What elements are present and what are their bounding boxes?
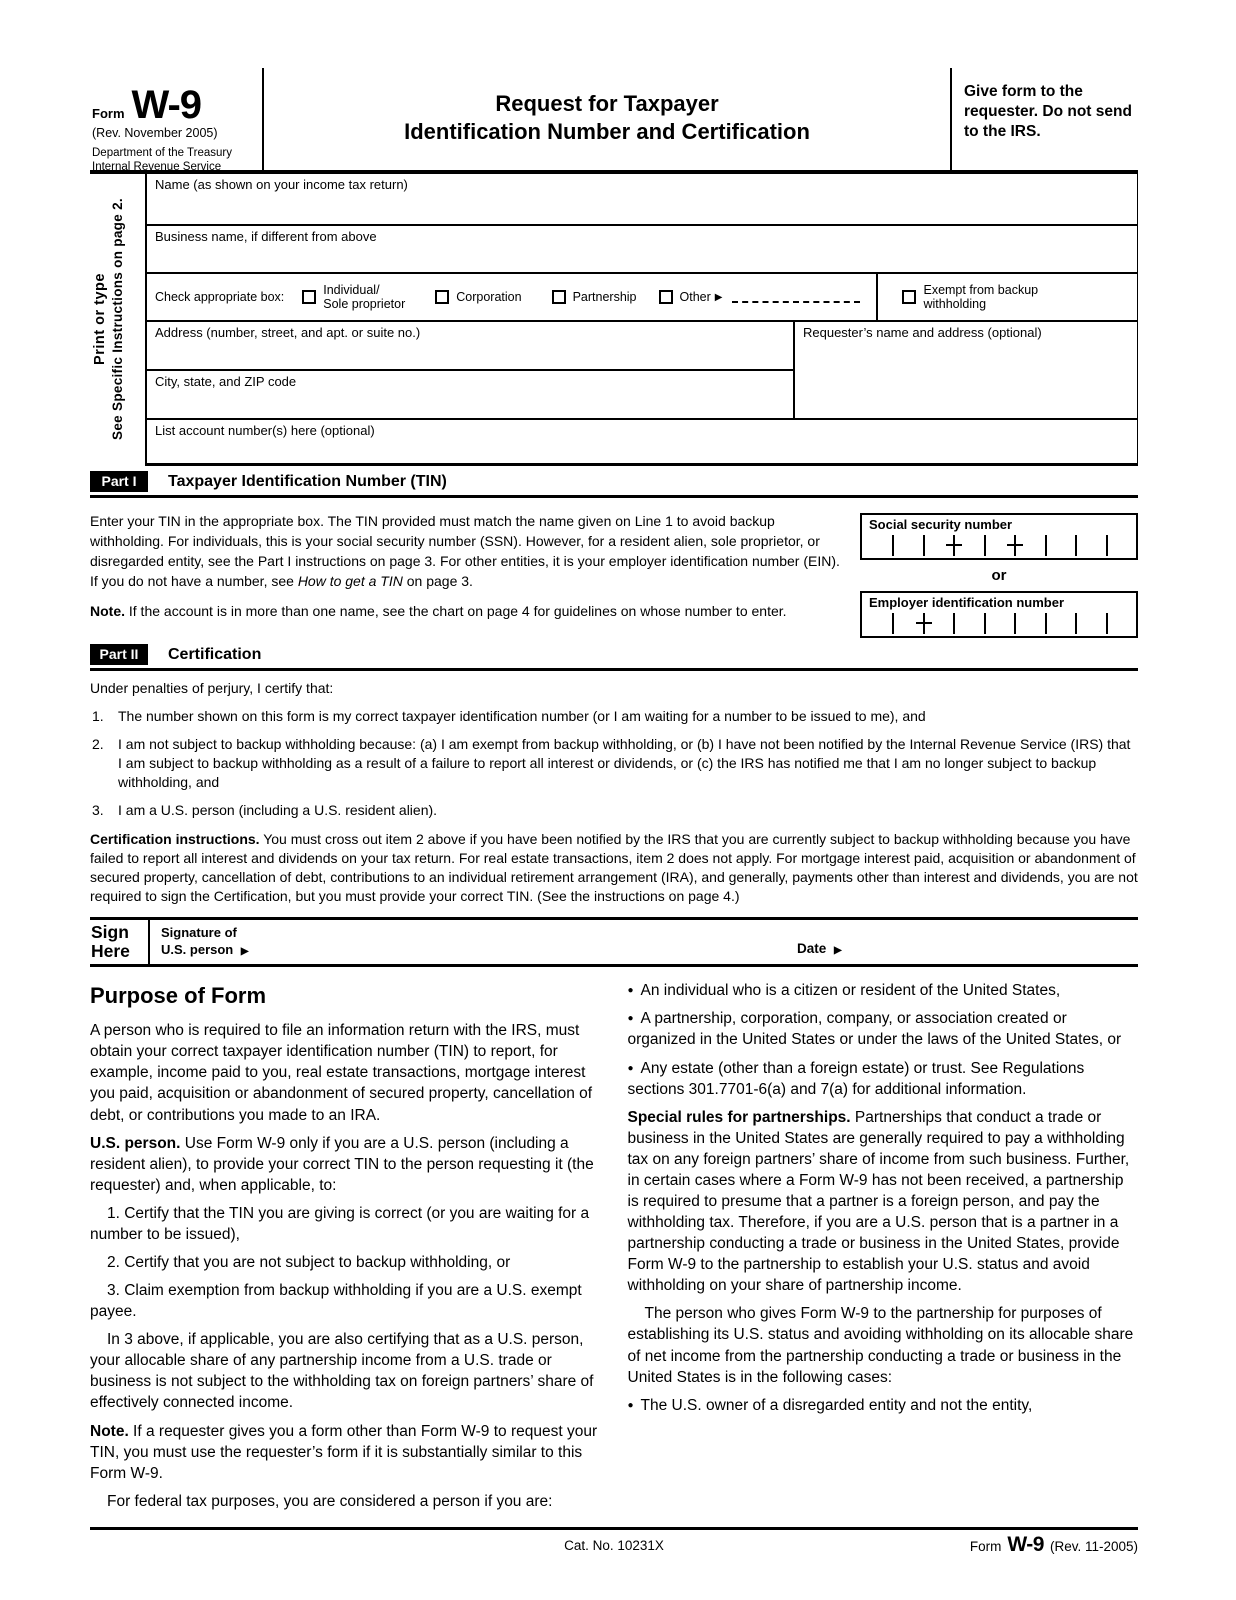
right-bullet-3: ● Any estate (other than a foreign estate) or trust. See Regulations sections 301.7701-6(a) and 7(a) for additional information. xyxy=(628,1058,1139,1100)
business-name-input-area[interactable] xyxy=(147,226,1137,274)
instructions-section xyxy=(90,980,1138,1519)
date-arrow-icon: ▶ xyxy=(834,945,842,957)
checkbox-corporation[interactable] xyxy=(435,290,449,304)
part1-instructions-paragraph: Enter your TIN in the appropriate box. The TIN provided must match the name given on Line 1 to avoid backup withholding. For individuals, this is your social security number (SSN). However, for a resident alien, sole proprietor, or disregarded entity, see the Part I instructions on page 3. For other entities, it is your employer identification number (EIN). If you do not have a number, see How to get a TIN on page 3. xyxy=(90,513,840,590)
department-line2: Internal Revenue Service xyxy=(92,161,222,174)
part2-header-bar xyxy=(90,644,1138,671)
partnership-label: Partnership xyxy=(572,290,637,304)
account-field-label: List account number(s) here (optional) xyxy=(155,423,375,438)
sign-here-section xyxy=(90,917,1138,967)
us-person-lead: U.S. person. xyxy=(90,1134,181,1152)
individual-label-line2: Sole proprietor xyxy=(323,297,406,311)
right-bullet-4: ● The U.S. owner of a disregarded entity and not the entity, xyxy=(628,1395,1139,1416)
checkbox-partnership[interactable] xyxy=(552,290,566,304)
part1-label: Part I xyxy=(90,471,148,492)
part2-title: Certification xyxy=(168,645,262,663)
purpose-list-item-2: 2. Certify that you are not subject to backup withholding, or xyxy=(107,1254,511,1271)
individual-label-line1: Individual/ xyxy=(323,283,380,297)
certification-item-2: 2. I am not subject to backup withholding because: (a) I am exempt from backup withholding, or (b) I have not been notified by the Internal Revenue Service (IRS) that I am subject to backup withholding as a result of a failure to report all interest or dividends, or (c) the IRS has notified me that I am no longer subject to backup withholding, and xyxy=(92,736,1131,791)
right-bullet-2: ● A partnership, corporation, company, or association created or organized in the United States or under the laws of the United States, or xyxy=(628,1008,1139,1050)
or-label: or xyxy=(991,567,1007,584)
requester-name-input-area[interactable] xyxy=(795,322,1137,418)
purpose-paragraph-1: A person who is required to file an information return with the IRS, must obtain your correct taxpayer identification number (TIN) to report, for example, income paid to you, real estate transactions, mortgage interest you paid, acquisition or abandonment of secured property, cancellation of debt, or contributions you made to an IRA. xyxy=(90,1022,593,1124)
other-fill-in-line[interactable] xyxy=(732,292,860,303)
signature-input-area[interactable] xyxy=(148,920,797,964)
certification-instructions-lead: Certification instructions. xyxy=(90,831,260,848)
date-input-area[interactable] xyxy=(797,920,1138,964)
form-revision: (Rev. November 2005) xyxy=(92,126,218,140)
fields-box xyxy=(145,174,1138,466)
special-rules-lead: Special rules for partnerships. xyxy=(627,1108,851,1126)
city-state-zip-input-area[interactable] xyxy=(147,371,793,418)
part2-label: Part II xyxy=(90,644,148,665)
form-word-label: Form xyxy=(92,106,125,121)
instructions-right-column xyxy=(628,980,1139,1519)
certification-intro: Under penalties of perjury, I certify that: xyxy=(90,680,334,696)
print-or-type-label: Print or type xyxy=(92,273,108,365)
note-lead: Note. xyxy=(90,603,125,620)
form-identity-block xyxy=(90,68,262,174)
form-title-block xyxy=(262,68,952,170)
ssn-digit-grid[interactable] xyxy=(862,532,1136,558)
purpose-paragraph-5: For federal tax purposes, you are considered a person if you are: xyxy=(107,1492,553,1510)
certification-item-1: 1. The number shown on this form is my correct taxpayer identification number (or I am waiting for a number to be issued to me), and xyxy=(92,708,926,725)
us-person-paragraph: U.S. person. Use Form W-9 only if you are a U.S. person (including a resident alien), to provide your correct TIN to the person requesting it (the requester) and, when applicable, to: xyxy=(90,1134,594,1194)
address-input-area[interactable] xyxy=(147,322,793,371)
part1-title: Taxpayer Identification Number (TIN) xyxy=(168,472,447,490)
ein-box[interactable] xyxy=(860,591,1138,638)
purpose-list-item-3: 3. Claim exemption from backup withholding if you are a U.S. exempt payee. xyxy=(90,1282,582,1321)
date-label: Date xyxy=(797,941,827,957)
address-requester-split xyxy=(147,322,1137,420)
requester-note: Give form to the requester. Do not send to the IRS. xyxy=(964,83,1132,140)
part1-body xyxy=(90,498,1138,638)
instructions-left-column xyxy=(90,980,601,1519)
account-numbers-input-area[interactable] xyxy=(147,420,1137,466)
form-title-line1: Request for Taxpayer xyxy=(495,91,719,116)
purpose-note-lead: Note. xyxy=(90,1422,129,1440)
certification-instructions-paragraph: Certification instructions. You must cross out item 2 above if you have been notified by the IRS that you are currently subject to backup withholding because you have failed to report all interest and dividends on your tax return. For real estate transactions, item 2 does not apply. For mortgage interest paid, acquisition or abandonment of secured property, cancellation of debt, contributions to an individual retirement arrangement (IRA), and generally, payments other than interest and dividends, you are not required to sign the Certification, but you must provide your correct TIN. (See the instructions on page 4.) xyxy=(90,831,1138,905)
how-to-get-tin-reference: How to get a TIN xyxy=(297,573,403,590)
form-title-line2: Identification Number and Certification xyxy=(404,118,810,144)
sign-here-label: Sign Here xyxy=(91,922,130,962)
certification-item-3: 3. I am a U.S. person (including a U.S. resident alien). xyxy=(92,802,438,819)
department-line1: Department of the Treasury xyxy=(92,147,232,159)
form-number: W-9 xyxy=(131,83,202,127)
business-name-field-label: Business name, if different from above xyxy=(155,229,377,244)
other-arrow-icon: ▶ xyxy=(714,291,723,303)
purpose-list-item-1: 1. Certify that the TIN you are giving is correct (or you are waiting for a number to be issued), xyxy=(90,1204,590,1243)
purpose-paragraph-3: In 3 above, if applicable, you are also certifying that as a U.S. person, your allocable share of any partnership income from a U.S. trade or business is not subject to the withholding tax on foreign partners’ share of effectively connected income. xyxy=(90,1331,594,1412)
purpose-note-paragraph: Note. If a requester gives you a form other than Form W-9 to request your TIN, you must use the requester’s form if it is substantially similar to this Form W-9. xyxy=(90,1422,598,1482)
exempt-section-divider xyxy=(876,274,878,320)
ein-digit-grid[interactable] xyxy=(862,610,1136,636)
check-appropriate-box-label: Check appropriate box: xyxy=(155,290,285,304)
ssn-box[interactable] xyxy=(860,513,1138,560)
part1-header-bar xyxy=(90,471,1138,498)
signature-arrow-icon: ▶ xyxy=(240,946,249,958)
footer-form-number: W-9 xyxy=(1007,1532,1044,1556)
requester-field-label: Requester’s name and address (optional) xyxy=(803,325,1042,340)
other-label: Other xyxy=(679,290,711,304)
special-rules-paragraph: Special rules for partnerships. Partnerships that conduct a trade or business in the United States are generally required to pay a withholding tax on any foreign partners’ share of income from such business. Further, in certain cases where a Form W-9 has not been received, a partnership is required to presume that a partner is a foreign person, and pay the withholding tax. Therefore, if you are a U.S. person that is a partner in a partnership conducting a trade or business in the United States, provide Form W-9 to the partnership to establish your U.S. status and avoid withholding on your share of partnership income. xyxy=(627,1108,1130,1295)
exempt-label-line1: Exempt from backup xyxy=(923,283,1039,297)
tin-boxes xyxy=(860,511,1138,638)
form-header xyxy=(90,68,1138,174)
footer-revision: (Rev. 11-2005) xyxy=(1049,1538,1138,1554)
top-fields-section xyxy=(90,174,1138,466)
ssn-label: Social security number xyxy=(869,517,1013,532)
catalog-number: Cat. No. 10231X xyxy=(564,1537,664,1553)
us-person-label: U.S. person xyxy=(161,942,234,958)
right-bullet-1: ● An individual who is a citizen or resident of the United States, xyxy=(628,980,1139,1001)
footer-form-word: Form xyxy=(969,1538,1002,1554)
form-content xyxy=(90,68,1138,1561)
right-paragraph-2: The person who gives Form W-9 to the partnership for purposes of establishing its U.S. status and avoiding withholding on its allocable share of net income from the partnership conducting a trade or business in the United States is in the following cases: xyxy=(627,1305,1134,1386)
part1-note-paragraph: Note. If the account is in more than one name, see the chart on page 4 for guidelines on whose number to enter. xyxy=(90,603,787,620)
entity-type-row xyxy=(147,274,1137,322)
corporation-label: Corporation xyxy=(456,290,522,304)
page-footer xyxy=(90,1527,1138,1561)
ein-label: Employer identification number xyxy=(869,595,1065,610)
exempt-label-line2: withholding xyxy=(923,297,987,311)
sidebar-vertical-text xyxy=(90,174,145,466)
name-field-label: Name (as shown on your income tax return) xyxy=(155,177,408,192)
checkbox-exempt-backup-withholding[interactable] xyxy=(902,290,916,304)
address-field-label: Address (number, street, and apt. or suite no.) xyxy=(155,325,421,340)
checkbox-individual[interactable] xyxy=(302,290,316,304)
purpose-of-form-heading: Purpose of Form xyxy=(90,983,267,1009)
signature-of-label: Signature of xyxy=(161,925,237,941)
part2-body xyxy=(90,671,1138,906)
checkbox-other[interactable] xyxy=(659,290,673,304)
see-instructions-label: See Specific Instructions on page 2. xyxy=(110,198,125,440)
name-input-area[interactable] xyxy=(147,174,1137,226)
city-field-label: City, state, and ZIP code xyxy=(155,374,297,389)
